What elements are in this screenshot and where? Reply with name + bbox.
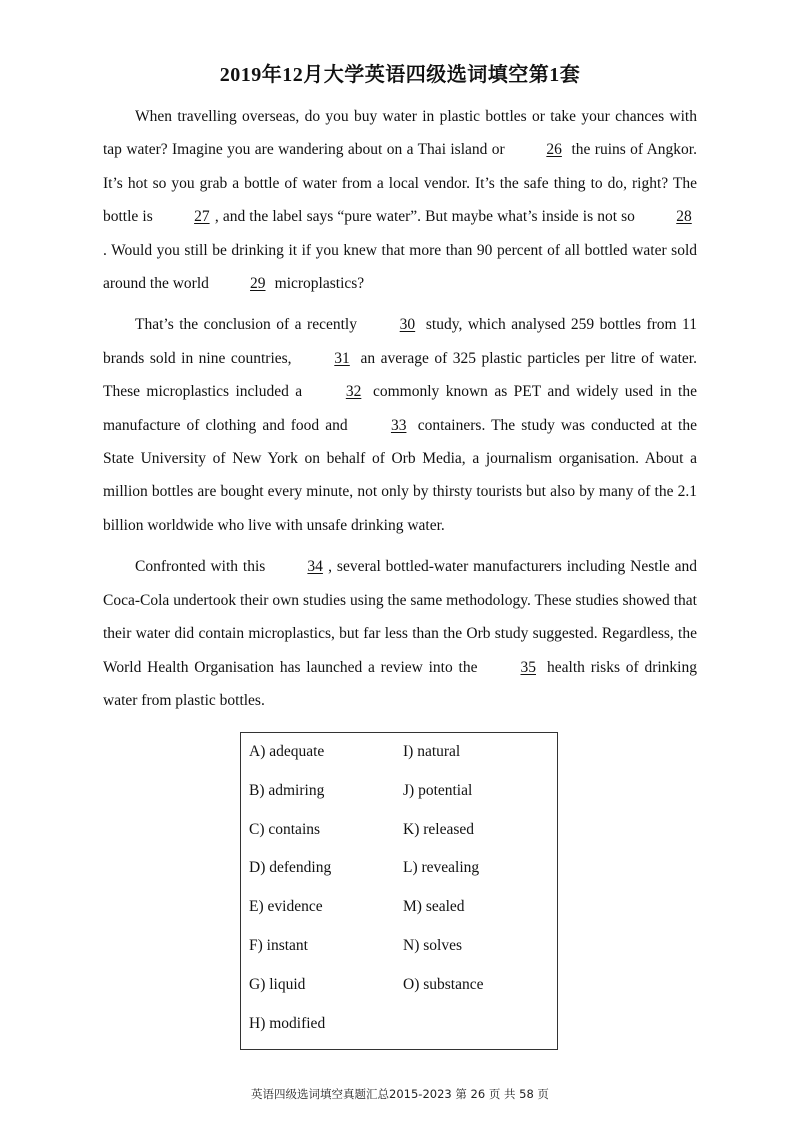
- option-left: A) adequate: [249, 743, 325, 760]
- option-row: [249, 739, 557, 778]
- option-right: [403, 1011, 557, 1050]
- option-left: D) defending: [249, 859, 332, 877]
- page-title: 2019年12月大学英语四级选词填空第1套: [219, 64, 581, 86]
- option-left: B) admiring: [249, 781, 325, 799]
- word-bank: [240, 732, 558, 1050]
- passage-text: containers. The study was conducted at the State University of New York on behalf of Orb Media, a journalism organisation. About a million bottles are bought every minute, not only by thirsty tourists but also by many of the 2.1 billion worldwide who live with unsafe drinking water.: [103, 416, 697, 534]
- passage-text: . Would you still be drinking it if you knew that more than 90 percent of all bottled water sold around the world: [103, 241, 697, 293]
- paragraph-2: [103, 308, 697, 542]
- blank-32: 32: [345, 383, 362, 401]
- option-right: M) sealed: [403, 898, 465, 916]
- passage-text: , several bottled-water manufacturers including Nestle and Coca-Cola undertook their own studies using the same methodology. These studies showed that their water did contain microplastics, but far less than the Orb study suggested. Regardless, the World Health Organisation has launched a review into the: [103, 558, 697, 676]
- blank-26: 26: [546, 141, 562, 159]
- passage: [103, 100, 697, 725]
- blank-28: 28: [676, 208, 692, 226]
- paragraph-1: [103, 100, 697, 300]
- option-left: F) instant: [249, 936, 308, 954]
- option-right: O) substance: [403, 975, 484, 993]
- option-right: N) solves: [403, 936, 462, 954]
- blank-30: 30: [399, 316, 416, 334]
- option-row: [249, 933, 557, 972]
- option-right: J) potential: [403, 781, 473, 799]
- passage-text: , and the label says “pure water”. But maybe what’s inside is not so: [214, 208, 639, 226]
- blank-31: 31: [334, 349, 350, 367]
- option-right: L) revealing: [403, 859, 480, 877]
- paragraph-3: [103, 550, 697, 717]
- passage-text: When travelling overseas, do you buy water in plastic bottles or take your chances with tap water? Imagine you are wandering about on a Thai island or: [103, 108, 697, 159]
- passage-text: commonly known as PET and widely used in the manufacture of clothing and food and: [103, 383, 697, 434]
- passage-text: study, which analysed 259 bottles from 11 brands sold in nine countries,: [103, 316, 697, 367]
- option-left: H) modified: [249, 1014, 326, 1032]
- option-row: [249, 894, 557, 933]
- passage-text: an average of 325 plastic particles per litre of water. These microplastics included a: [103, 349, 697, 401]
- option-left: G) liquid: [249, 975, 306, 993]
- option-right: K) released: [403, 820, 474, 838]
- option-left: C) contains: [249, 820, 321, 838]
- option-row: [249, 972, 557, 1011]
- blank-34: 34: [307, 558, 323, 576]
- option-row: [249, 778, 557, 817]
- passage-text: the ruins of Angkor. It’s hot so you grab a bottle of water from a local vendor. It’s the safe thing to do, right? The bottle is: [103, 141, 697, 226]
- option-left: E) evidence: [249, 898, 323, 916]
- option-row: [249, 855, 557, 894]
- passage-text: Confronted with this: [135, 558, 271, 576]
- blank-35: 35: [520, 658, 536, 676]
- blank-29: 29: [250, 275, 266, 293]
- page-footer: 英语四级选词填空真题汇总2015-2023 第 26 页 共 58 页: [251, 1087, 549, 1101]
- option-row: [249, 817, 557, 856]
- option-right: I) natural: [403, 743, 461, 760]
- blank-27: 27: [194, 208, 210, 226]
- passage-text: health risks of drinking water from plastic bottles.: [103, 658, 697, 709]
- blank-33: 33: [390, 416, 407, 434]
- passage-text: That’s the conclusion of a recently: [135, 316, 363, 334]
- option-row: [249, 1011, 557, 1050]
- passage-text: microplastics?: [270, 275, 365, 293]
